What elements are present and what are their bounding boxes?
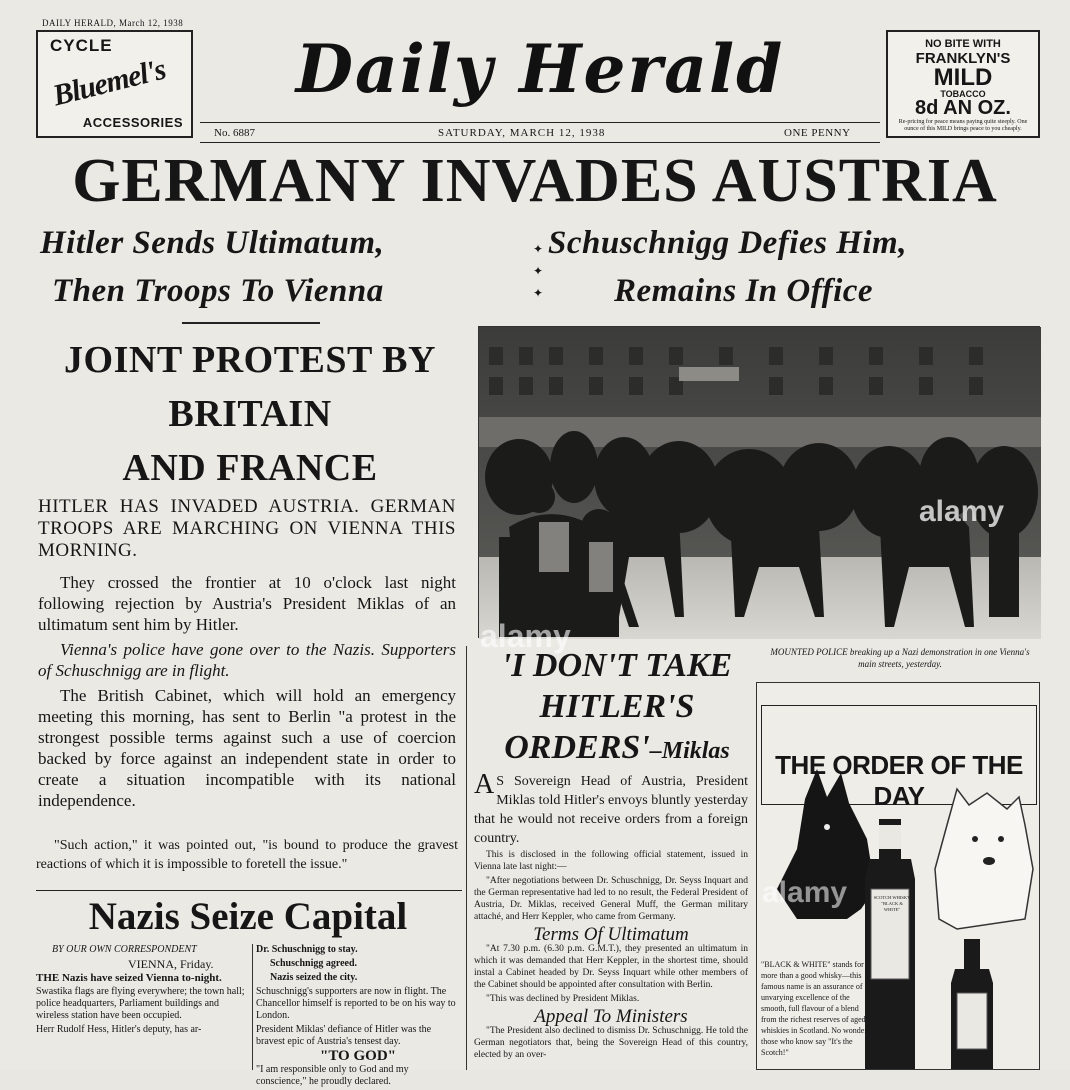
whisky-bottle-label: SCOTCH WHISKY "BLACK & WHITE" (873, 895, 911, 912)
nazis-col-divider (252, 944, 253, 1070)
mounted-police-photo (478, 326, 1040, 638)
nazis-rule (36, 890, 462, 891)
miklas-p2: "After negotiations between Dr. Schuschnigg, Dr. Seyss Inquart and the German representative had led to no result, the Federal President of Austria, Dr. Miklas, received General Muff, the German military attaché, and Herr Keppler, who came from Germany. (474, 876, 748, 922)
joint-protest-line3: AND FRANCE (122, 447, 378, 489)
lead-story-para2: Vienna's police have gone over to the Nazis. Supporters of Schuschnigg are in flight. (38, 640, 456, 680)
joint-protest-headline (36, 333, 464, 495)
column-divider (466, 646, 467, 1070)
lead-story-para1: They crossed the frontier at 10 o'clock last night following rejection by Austria's President Miklas of an ultimatum sent him by Hitler. (38, 573, 456, 634)
lead-paragraph: HITLER HAS INVADED AUSTRIA. GERMAN TROOPS ARE MARCHING ON VIENNA THIS MORNING. (38, 496, 456, 561)
joint-protest-line1: JOINT PROTEST BY (64, 339, 436, 381)
miklas-lead (474, 769, 749, 848)
miklas-p3: "At 7.30 p.m. (6.30 p.m. G.M.T.), they presented an ultimatum in which it was demanded that Herr Keppler, in the shortest time, should instal a Cabinet headed by Dr. Seyss Inquart while other members of the Cabinet should be appointed after consultation with Berlin. (474, 944, 748, 990)
nazis-headline: Nazis Seize Capital (88, 895, 408, 938)
tobacco-ad-line1: NO BITE WITH (925, 38, 1001, 50)
miklas-lead-text: S Sovereign Head of Austria, President Miklas told Hitler's envoys bluntly yesterday that he would not receive orders from a foreign country. (474, 774, 749, 846)
ad-left-line1: CYCLE (50, 36, 113, 55)
miklas-p1: This is disclosed in the following official statement, issued in Vienna late last night:— (474, 850, 748, 872)
miklas-headline (476, 645, 758, 772)
nazis-r1: Dr. Schuschnigg to stay. (256, 944, 358, 955)
miklas-headline-line1: 'I DON'T TAKE (501, 647, 733, 684)
miklas-p4: "This was declined by President Miklas. (486, 994, 640, 1004)
joint-protest-line2: BRITAIN (168, 393, 332, 435)
issue-number: No. 6887 (214, 127, 255, 139)
miklas-p5: "The President also declined to dismiss Dr. Schuschnigg. He told the German negotiators that, being the Sovereign Head of this country, elected by an over- (474, 1026, 748, 1060)
nazis-p1: THE Nazis have seized Vienna to-night. (36, 972, 222, 984)
nazis-r2: Schuschnigg agreed. (270, 958, 358, 969)
nazis-col-right (256, 944, 460, 1090)
tobacco-ad-line4: TOBACCO (940, 89, 986, 99)
masthead-title: Daily Herald (295, 30, 785, 108)
nazis-byline: BY OUR OWN CORRESPONDENT (52, 944, 197, 955)
issue-date: SATURDAY, MARCH 12, 1938 (438, 127, 606, 139)
miklas-body (474, 849, 748, 1063)
top-dateline: DAILY HERALD, March 12, 1938 (42, 18, 184, 28)
photo-watermark: alamy (919, 495, 1005, 528)
photo-caption: MOUNTED POLICE breaking up a Nazi demonstration in one Vienna's main streets, yesterday. (770, 647, 1030, 669)
subhead-left-line2: Then Troops To Vienna (52, 273, 384, 309)
page-watermark-1: alamy (480, 618, 571, 654)
lead-story-para3: The British Cabinet, which will hold an emergency meeting this morning, has sent to Berlin "a protest in the strongest possible terms against such a use of coercion backed by force against an independent state in order to create a situation incompatible with its national independence. (38, 686, 456, 810)
masthead-rule-top (200, 122, 880, 123)
ad-left-brand: Bluemel's (49, 52, 169, 113)
nazis-r5: President Miklas' defiance of Hitler was the bravest epic of Austria's tensest day. (256, 1024, 432, 1047)
page-watermark-2: alamy (762, 876, 848, 909)
subhead-left-line1: Hitler Sends Ultimatum, (40, 225, 385, 261)
tobacco-ad (886, 30, 1040, 138)
miklas-headline-line2: HITLER'S (539, 688, 695, 725)
miklas-subhead2: Appeal To Ministers (534, 1006, 688, 1027)
whisky-ad-title: THE ORDER OF THE DAY (761, 705, 1037, 805)
masthead-rule-bottom (200, 142, 880, 143)
miklas-headline-orders: ORDERS' (504, 729, 650, 766)
nazis-r3: Nazis seized the city. (270, 972, 358, 983)
tobacco-ad-line2: FRANKLYN'S (915, 50, 1011, 67)
nazis-p2: Swastika flags are flying everywhere; the town hall; police headquarters, Parliament buildings and wireless station have been occupied. (36, 986, 245, 1021)
issue-price: ONE PENNY (784, 127, 851, 139)
cycle-accessories-ad (36, 30, 193, 138)
nazis-subhead: "TO GOD" (320, 1048, 396, 1064)
lead-story-closing (36, 836, 458, 874)
miklas-dropcap: A (474, 769, 495, 800)
lead-story-para4: "Such action," it was pointed out, "is bound to produce the gravest reactions of which it is impossible to foretell the issue." (36, 838, 458, 872)
photo-illustration (479, 327, 1041, 639)
nazis-col-left (36, 944, 248, 1038)
nazis-place: VIENNA, Friday. (128, 957, 214, 971)
star-divider: ✦ ✦ ✦ (533, 242, 544, 300)
miklas-headline-line3 (476, 727, 758, 772)
whisky-ad-copy: "BLACK & WHITE" stands for more than a good whisky—this famous name is an assurance of unvarying excellence of the smooth, full flavour of a blend from the richest reserves of aged whiskies in Scotland. No wonder those who know say "It's the Scotch!" (761, 960, 867, 1057)
nazis-p3: Herr Rudolf Hess, Hitler's deputy, has ar- (36, 1024, 202, 1035)
tobacco-ad-small: Re-pricing for peace means paying quite steeply. One ounce of this MILD brings peace to you cheaply. (898, 119, 1028, 132)
miklas-attribution: –Miklas (649, 738, 730, 764)
nazis-r6: "I am responsible only to God and my conscience," he proudly declared. (256, 1064, 409, 1087)
tobacco-ad-line3: MILD (933, 64, 993, 91)
lead-story-body (38, 572, 456, 815)
subhead-right-line2: Remains In Office (614, 273, 874, 309)
subhead-right-line1: Schuschnigg Defies Him, (548, 225, 907, 261)
nazis-r4: Schuschnigg's supporters are now in flight. The Chancellor himself is reported to be on his way to London. (256, 986, 456, 1021)
miklas-subhead1: Terms Of Ultimatum (533, 924, 689, 945)
ad-left-line2: ACCESSORIES (82, 115, 183, 130)
subhead-rule (182, 322, 320, 324)
tobacco-ad-price: 8d AN OZ. (915, 97, 1011, 119)
main-headline: GERMANY INVADES AUSTRIA (72, 147, 998, 215)
